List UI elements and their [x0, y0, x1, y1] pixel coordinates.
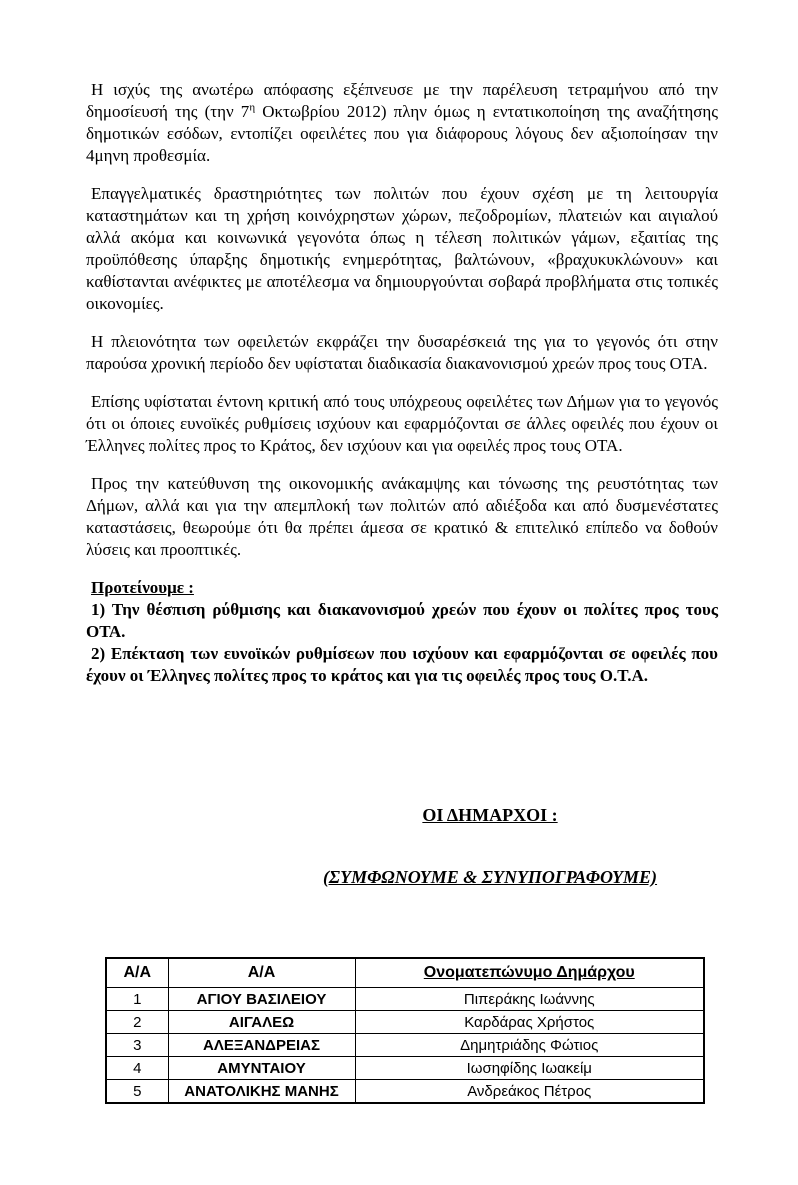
paragraph-1-text-before: Η ισχύς της ανωτέρω απόφασης εξέπνευσε με την παρέλευση τετραμήνου από την δημοσίευσή της (την 7 [86, 80, 718, 121]
paragraph-2: Επαγγελματικές δραστηριότητες των πολιτών που έχουν σχέση με τη λειτουργία καταστημάτων και τη χρήση κοινόχρηστων χώρων, πεζοδρομίων, πλατειών και αιγιαλού αλλά ακόμα και κοινωνικά γεγονότα όπως η τέλεση πολιτικών γάμων, εξαιτίας της προϋπόθεσης ύπαρξης δημοτικής ενημερότητας, βαλτώνουν, «βραχυκυκλώνουν» και καθίστανται ανέφικτες με αποτέλεσμα να δημιουργούνται σοβαρά προβλήματα στις τοπικές οικονομίες. [86, 184, 718, 313]
table-header-row [106, 958, 704, 988]
cell-municipality: ΑΝΑΤΟΛΙΚΗΣ ΜΑΝΗΣ [168, 1080, 355, 1104]
cell-mayor-name: Καρδάρας Χρήστος [355, 1011, 704, 1034]
proposal-item-2: 2) Επέκταση των ευνοϊκών ρυθμίσεων που ισχύουν και εφαρμόζονται σε οφειλές που έχουν οι Έλληνες πολίτες προς το κράτος και για τις οφειλές προς τους Ο.Τ.Α. [86, 644, 718, 685]
mayors-signature-table [105, 957, 705, 1104]
cell-index: 2 [106, 1011, 168, 1034]
cell-municipality: ΑΙΓΑΛΕΩ [168, 1011, 355, 1034]
table-row [106, 1080, 704, 1104]
header-cell-municipality: Α/Α [168, 958, 355, 988]
table-row [106, 1057, 704, 1080]
cell-index: 3 [106, 1034, 168, 1057]
cell-municipality: ΑΓΙΟΥ ΒΑΣΙΛΕΙΟΥ [168, 988, 355, 1011]
header-cell-mayor-name: Ονοματεπώνυμο Δημάρχου [355, 958, 704, 988]
paragraph-5: Προς την κατεύθυνση της οικονομικής ανάκαμψης και τόνωσης της ρευστότητας των Δήμων, αλλά και για την απεμπλοκή των πολιτών από αδιέξοδα και από δυσμενέστατες καταστάσεις, θεωρούμε ότι θα πρέπει άμεσα σε κρατικό & επιτελικό επίπεδο να δοθούν λύσεις και προοπτικές. [86, 474, 718, 559]
paragraph-1-text-after: Οκτωβρίου 2012) πλην όμως η εντατικοποίηση της αναζήτησης δημοτικών εσόδων, εντοπίζει οφειλέτες που για διάφορους λόγους δεν αξιοποίησαν την 4μηνη προθεσμία. [86, 102, 718, 165]
agreement-heading-text: (ΣΥΜΦΩΝΟΥΜΕ & ΣΥΝΥΠΟΓΡΑΦΟΥΜΕ) [322, 867, 658, 887]
header-cell-index: Α/Α [106, 958, 168, 988]
cell-index: 5 [106, 1080, 168, 1104]
paragraph-4: Επίσης υφίσταται έντονη κριτική από τους υπόχρεους οφειλέτες των Δήμων για το γεγονός ότι οι όποιες ευνοϊκές ρυθμίσεις ισχύουν και εφαρμόζονται σε άλλες οφειλές που έχουν οι Έλληνες πολίτες προς το Κράτος, δεν ισχύουν και για οφειλές προς τους ΟΤΑ. [86, 392, 718, 455]
mayors-heading [182, 803, 798, 827]
cell-index: 4 [106, 1057, 168, 1080]
proposals-heading: Προτείνουμε : [91, 578, 194, 597]
cell-municipality: ΑΛΕΞΑΝΔΡΕΙΑΣ [168, 1034, 355, 1057]
cell-mayor-name: Ανδρεάκος Πέτρος [355, 1080, 704, 1104]
table-row [106, 988, 704, 1011]
paragraph-3: Η πλειονότητα των οφειλετών εκφράζει την δυσαρέσκειά της για το γεγονός ότι στην παρούσα χρονική περίοδο δεν υφίσταται διαδικασία διακανονισμού χρεών προς τους ΟΤΑ. [86, 332, 718, 373]
proposal-item-1: 1) Την θέσπιση ρύθμισης και διακανονισμού χρεών που έχουν οι πολίτες προς τους ΟΤΑ. [86, 600, 718, 641]
cell-mayor-name: Πιπεράκης Ιωάννης [355, 988, 704, 1011]
cell-mayor-name: Ιωσηφίδης Ιωακείμ [355, 1057, 704, 1080]
mayors-heading-text: ΟΙ ΔΗΜΑΡΧΟΙ : [422, 805, 558, 825]
paragraph-1-superscript: η [249, 101, 256, 114]
table-row [106, 1034, 704, 1057]
cell-index: 1 [106, 988, 168, 1011]
agreement-heading [182, 865, 798, 889]
cell-municipality: ΑΜΥΝΤΑΙΟΥ [168, 1057, 355, 1080]
table-row [106, 1011, 704, 1034]
paragraph-1 [86, 79, 718, 167]
document-body [86, 79, 718, 687]
cell-mayor-name: Δημητριάδης Φώτιος [355, 1034, 704, 1057]
